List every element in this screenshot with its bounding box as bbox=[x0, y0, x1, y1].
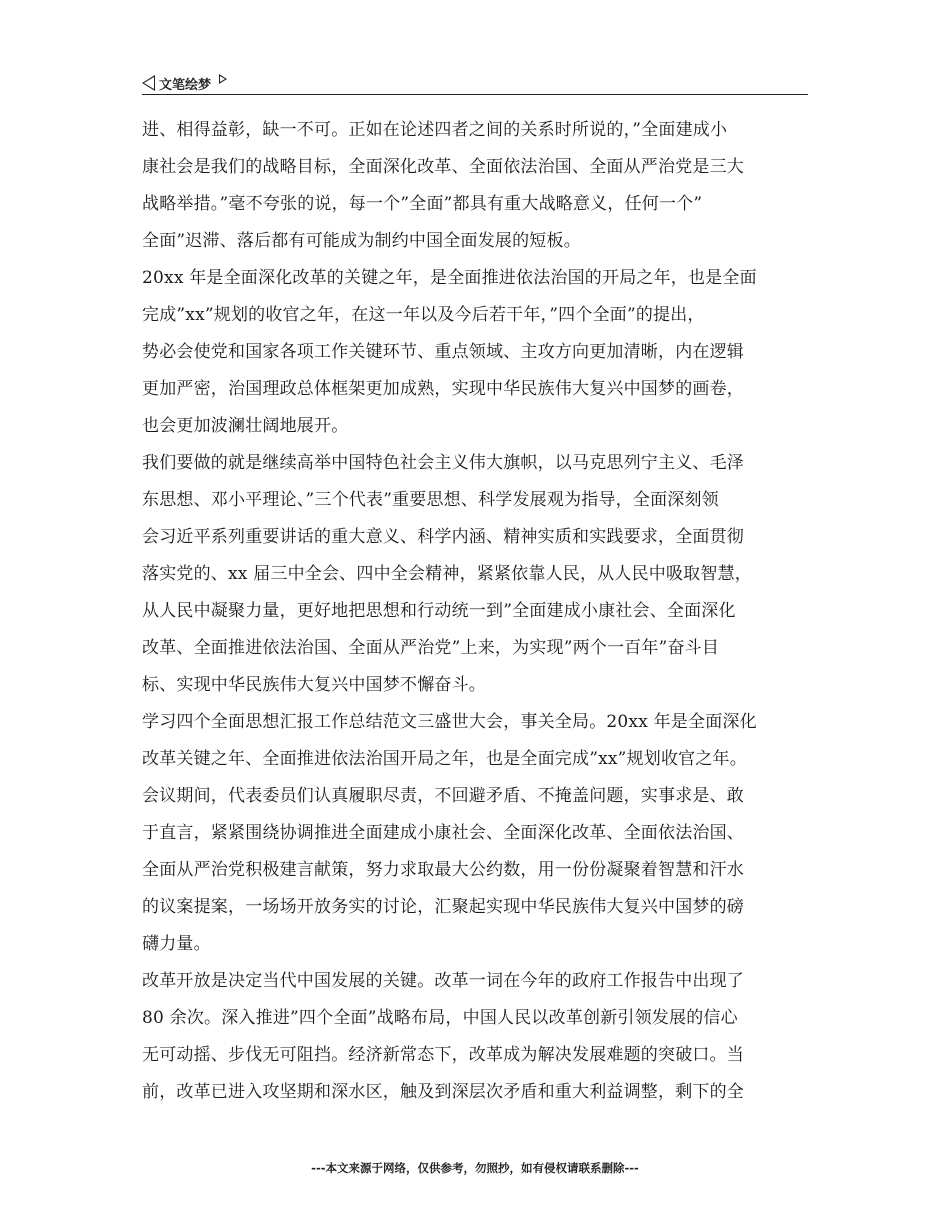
text-line: 于直言，紧紧围绕协调推进全面建成小康社会、全面深化改革、全面依法治国、 bbox=[142, 823, 744, 843]
header-brand: 文笔绘梦 bbox=[159, 77, 212, 93]
text-line: 我们要做的就是继续高举中国特色社会主义伟大旗帜，以马克思列宁主义、毛泽 bbox=[142, 453, 744, 473]
text-line: 改革、全面推进依法治国、全面从严治党”上来，为实现”两个一百年”奋斗目 bbox=[142, 638, 720, 658]
triangle-left-icon bbox=[142, 75, 155, 91]
text-line: 改革关键之年、全面推进依法治国开局之年，也是全面完成”xx”规划收官之年。 bbox=[142, 749, 747, 769]
text-line: 康社会是我们的战略目标，全面深化改革、全面依法治国、全面从严治党是三大 bbox=[142, 157, 744, 177]
text-line: 的议案提案，一场场开放务实的讨论，汇聚起实现中华民族伟大复兴中国梦的磅 bbox=[142, 897, 744, 917]
text-line: 从人民中凝聚力量，更好地把思想和行动统一到”全面建成小康社会、全面深化 bbox=[142, 601, 736, 621]
page-header bbox=[142, 72, 808, 95]
text-line: 会习近平系列重要讲话的重大意义、科学内涵、精神实质和实践要求，全面贯彻 bbox=[142, 527, 744, 547]
triangle-right-icon bbox=[219, 74, 227, 84]
text-line: 进、相得益彰，缺一不可。正如在论述四者之间的关系时所说的，”全面建成小 bbox=[142, 120, 728, 140]
text-line: 礴力量。 bbox=[142, 934, 211, 954]
text-line: 完成”xx”规划的收官之年，在这一年以及今后若干年，”四个全面”的提出， bbox=[142, 305, 705, 325]
text-line: 东思想、邓小平理论、”三个代表”重要思想、科学发展观为指导，全面深刻领 bbox=[142, 490, 719, 510]
text-line: 全面从严治党积极建言献策，努力求取最大公约数，用一份份凝聚着智慧和汗水 bbox=[142, 860, 744, 880]
text-line: 标、实现中华民族伟大复兴中国梦不懈奋斗。 bbox=[142, 675, 486, 695]
text-line: 20xx 年是全面深化改革的关键之年，是全面推进依法治国的开局之年，也是全面 bbox=[142, 268, 757, 288]
text-line: 更加严密，治国理政总体框架更加成熟，实现中华民族伟大复兴中国梦的画卷， bbox=[142, 379, 744, 399]
document-body bbox=[142, 112, 822, 1111]
text-line: 学习四个全面思想汇报工作总结范文三盛世大会，事关全局。20xx 年是全面深化 bbox=[142, 712, 757, 732]
text-line: 会议期间，代表委员们认真履职尽责，不回避矛盾、不掩盖问题，实事求是、敢 bbox=[142, 786, 744, 806]
text-line: 战略举措。”毫不夸张的说，每一个”全面”都具有重大战略意义，任何一个” bbox=[142, 194, 703, 214]
text-line: 改革开放是决定当代中国发展的关键。改革一词在今年的政府工作报告中出现了 bbox=[142, 971, 744, 991]
text-line: 势必会使党和国家各项工作关键环节、重点领域、主攻方向更加清晰，内在逻辑 bbox=[142, 342, 744, 362]
text-line: 落实党的、xx 届三中全会、四中全会精神，紧紧依靠人民，从人民中吸取智慧， bbox=[142, 564, 752, 584]
text-line: 无可动摇、步伐无可阻挡。经济新常态下，改革成为解决发展难题的突破口。当 bbox=[142, 1045, 744, 1065]
page-footer: ---本文来源于网络，仅供参考，勿照抄，如有侵权请联系删除--- bbox=[311, 1161, 639, 1175]
text-line: 80 余次。深入推进”四个全面”战略布局，中国人民以改革创新引领发展的信心 bbox=[142, 1008, 738, 1028]
text-line: 也会更加波澜壮阔地展开。 bbox=[142, 416, 349, 436]
text-line: 全面”迟滞、落后都有可能成为制约中国全面发展的短板。 bbox=[142, 231, 581, 251]
text-line: 前，改革已进入攻坚期和深水区，触及到深层次矛盾和重大利益调整，剩下的全 bbox=[142, 1082, 744, 1102]
